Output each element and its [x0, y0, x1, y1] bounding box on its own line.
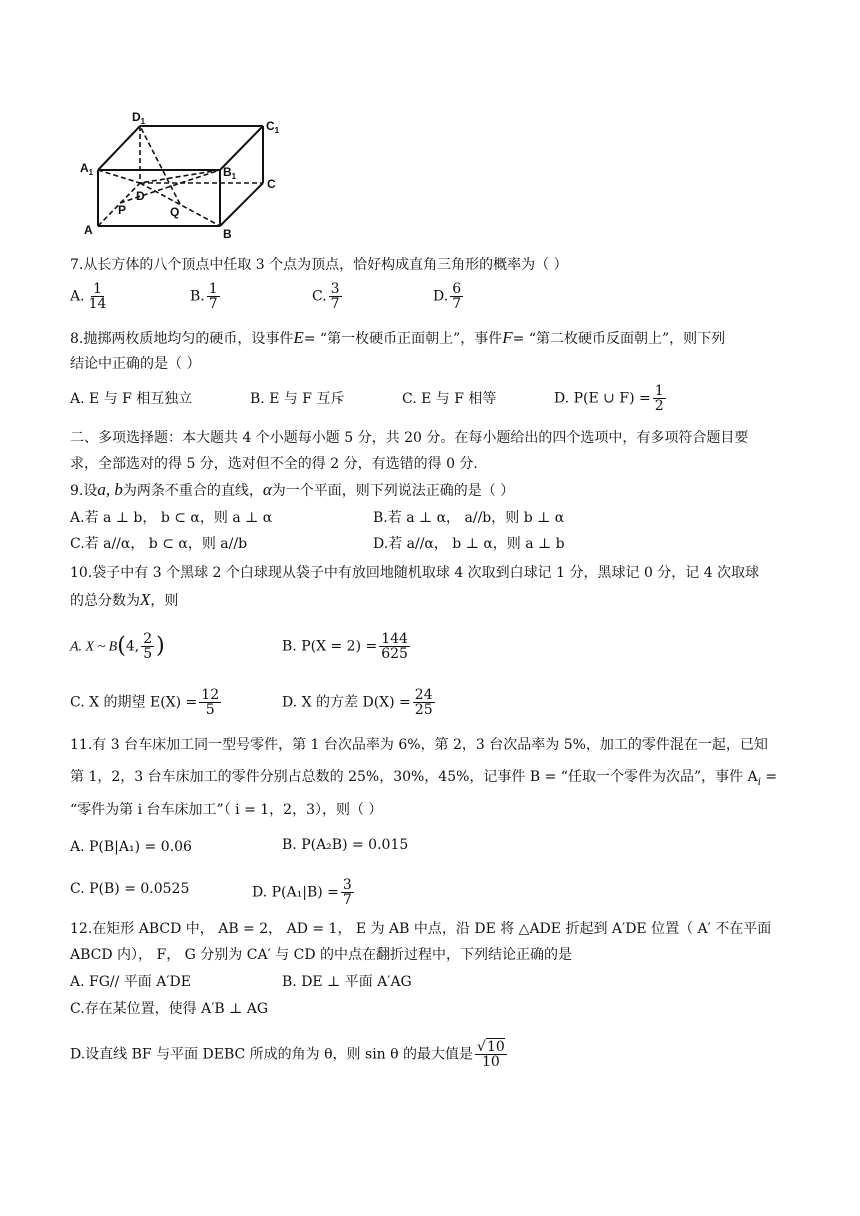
label-B: B: [223, 227, 232, 241]
q10-option-d: D. X 的方差 D(X) = $\frac{24}{25}$: [282, 687, 433, 718]
q11-option-a: A. P(B|A₁) = 0.06: [70, 839, 192, 855]
q11-option-c: C. P(B) = 0.0525: [70, 881, 190, 897]
q7-option-d: D. $\frac{6}{7}$: [433, 281, 462, 312]
q8-option-d: D. P(E ∪ F) = $\frac{1}{2}$: [554, 383, 664, 414]
label-C1: $C_1$: [266, 119, 280, 135]
q11-stem-line1: 11.有 3 台车床加工同一型号零件，第 1 台次品率为 6%，第 2，3 台次品率为 5%，加工的零件混在一起，已知: [70, 737, 768, 753]
section2-line1: 二、多项选择题：本大题共 4 个小题每小题 5 分，共 20 分。在每小题给出的四个选项中，有多项符合题目要: [70, 430, 749, 446]
q12-option-d: D.设直线 BF 与平面 DEBC 所成的角为 θ，则 sin θ 的最大值是 $\frac{√10}{10}$: [70, 1039, 505, 1070]
q9-option-a: A.若 a ⊥ b， b ⊂ α，则 a ⊥ α: [70, 510, 273, 526]
label-Q: Q: [170, 205, 180, 219]
label-B1: $B_1$: [223, 165, 237, 181]
label-P: P: [118, 203, 127, 217]
q12-option-c: C.存在某位置，使得 A′B ⊥ AG: [70, 1001, 269, 1017]
q8-stem-line1: 8.抛掷两枚质地均匀的硬币，设事件E= “第一枚硬币正面朝上”，事件F= “第二枚硬币反面朝上”，则下列: [70, 328, 726, 347]
q7-stem: 7.从长方体的八个顶点中任取 3 个点为顶点，恰好构成直角三角形的概率为（ ）: [70, 257, 568, 273]
q10-stem-line2: 的总分数为X，则: [70, 590, 179, 609]
q12-option-b: B. DE ⊥ 平面 A′AG: [282, 974, 412, 990]
q11-stem-line3: “零件为第 i 台车床加工”（ i = 1，2，3），则（ ）: [70, 802, 383, 818]
q12-stem-line2: ABCD 内）， F， G 分别为 CA′ 与 CD 的中点在翻折过程中，下列结论正确的是: [70, 947, 573, 963]
q12-option-a: A. FG// 平面 A′DE: [70, 974, 191, 990]
q12-stem-line1: 12.在矩形 ABCD 中， AB = 2， AD = 1， E 为 AB 中点，沿 DE 将 △ADE 折起到 A′DE 位置（ A′ 不在平面: [70, 921, 772, 937]
q10-stem-line1: 10.袋子中有 3 个黑球 2 个白球现从袋子中有放回地随机取球 4 次取到白球记 1 分，黑球记 0 分，记 4 次取球: [70, 565, 760, 581]
q11-stem-line2: 第 1，2，3 台车床加工的零件分别占总数的 25%，30%，45%，记事件 B = “任取一个零件为次品”，事件 $A_i$ =: [70, 769, 778, 788]
label-A1: $A_1$: [80, 161, 94, 177]
q9-option-b: B.若 a ⊥ α， a//b，则 b ⊥ α: [373, 510, 565, 526]
q8-option-b: B. E 与 F 互斥: [250, 391, 345, 407]
cuboid-figure: [78, 108, 288, 243]
q8-option-c: C. E 与 F 相等: [402, 391, 497, 407]
q9-option-d: D.若 a//α， b ⊥ α，则 a ⊥ b: [373, 536, 565, 552]
q10-option-b: B. P(X = 2) = $\frac{144}{625}$: [282, 631, 408, 662]
label-C: C: [267, 177, 276, 191]
label-D1: $D_1$: [132, 110, 146, 126]
q10-option-c: C. X 的期望 E(X) = $\frac{12}{5}$: [70, 687, 220, 718]
q8-option-a: A. E 与 F 相互独立: [70, 391, 193, 407]
q10-option-a: A. X ~ B(4, $\frac{2}{5}$ ): [70, 631, 165, 662]
q9-stem: 9.设a, b为两条不重合的直线，α为一个平面，则下列说法正确的是（ ）: [70, 480, 515, 499]
q9-option-c: C.若 a//α， b ⊂ α，则 a//b: [70, 536, 248, 552]
q11-option-d: D. P(A₁|B) = $\frac{3}{7}$: [252, 877, 352, 908]
q7-option-b: B. $\frac{1}{7}$: [190, 281, 218, 312]
label-A: A: [84, 223, 93, 237]
label-D: D: [136, 189, 145, 203]
q7-option-c: C. $\frac{3}{7}$: [312, 281, 340, 312]
q7-option-a: A. $\frac{1}{14}$: [70, 281, 107, 312]
q11-option-b: B. P(A₂B) = 0.015: [282, 837, 409, 853]
q8-stem-line2: 结论中正确的是（ ）: [70, 356, 201, 372]
section2-line2: 求，全部选对的得 5 分，选对但不全的得 2 分，有选错的得 0 分.: [70, 456, 478, 472]
